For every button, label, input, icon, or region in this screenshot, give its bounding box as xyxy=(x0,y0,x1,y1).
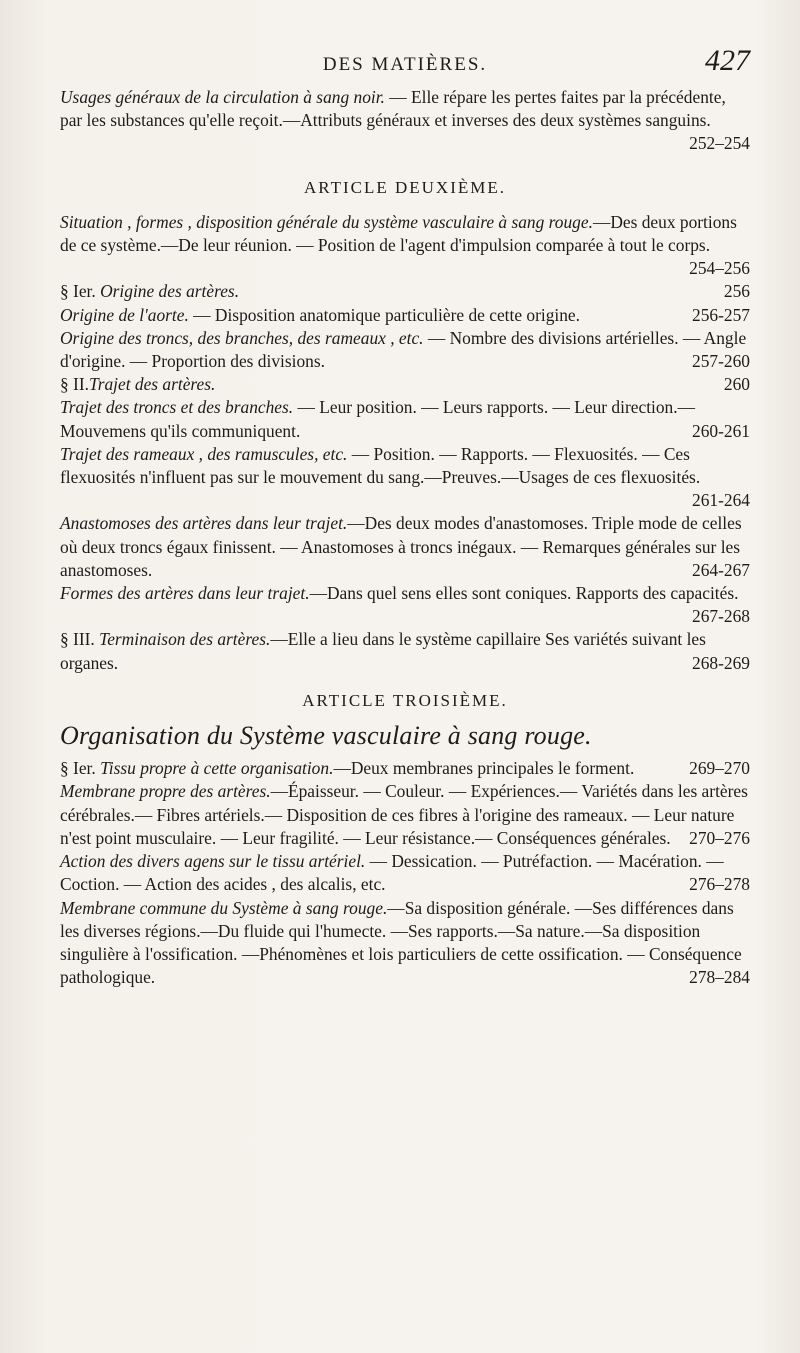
article-heading: ARTICLE TROISIÈME. xyxy=(302,690,508,710)
page-range: 252–254 xyxy=(689,133,750,154)
entry-title: Action des divers agens sur le tissu artériel. xyxy=(60,851,366,872)
article-heading: ARTICLE DEUXIÈME. xyxy=(303,177,506,197)
toc-section-entry xyxy=(60,373,750,396)
toc-section-entry xyxy=(60,757,750,780)
page-range: 260-261 xyxy=(692,420,750,441)
toc-entry xyxy=(60,396,750,442)
toc-entry xyxy=(60,86,750,156)
entry-title: Trajet des troncs et des branches. xyxy=(60,397,294,418)
toc-entry xyxy=(60,211,750,281)
entry-text: — Nombre des divisions artérielles. — Angle d'origine. — Proportion des divisions. xyxy=(60,327,747,372)
entry-text: — Disposition anatomique particulière de cette origine. xyxy=(188,304,580,325)
entry-text: — Position. — Rapports. — Flexuosités. — Ces flexuosités n'influent pas sur le mouvement du sang.—Preuves.—Usages de ces flexuosités. xyxy=(60,443,701,488)
page-range: 268-269 xyxy=(692,652,750,673)
entry-title: Terminaison des artères. xyxy=(99,629,271,650)
entry-text: — Leur position. — Leurs rapports. — Leur direction.—Mouvemens qu'ils communiquent. xyxy=(60,397,695,441)
page-number: 427 xyxy=(705,44,750,77)
entry-title: Membrane commune du Système à sang rouge. xyxy=(60,897,388,918)
toc-entry xyxy=(60,327,750,373)
entry-title: Origine des artères. xyxy=(100,281,240,302)
entry-text: — Dessication. — Putréfaction. — Macération. — Coction. — Action des acides , des alcalis, etc. xyxy=(60,851,724,895)
entry-text: —Épaisseur. — Couleur. — Expériences.— Variétés dans les artères cérébrales.— Fibres artériels.— Disposition de ces fibres à l'origine des rameaux. — Leur nature n'est point musculaire. — Leur fragilité. — Leur résistance.— Conséquences générales. xyxy=(60,781,748,848)
entry-text: —Deux membranes principales le forment. xyxy=(333,758,635,779)
toc-section-entry xyxy=(60,280,750,303)
running-title: DES MATIÈRES. xyxy=(322,54,488,75)
entry-title: Situation , formes , disposition générale du système vasculaire à sang rouge. xyxy=(60,211,593,232)
page-range: 267-268 xyxy=(692,606,750,627)
entry-title: Origine des troncs, des branches, des rameaux , etc. xyxy=(60,327,424,348)
page-range: 269–270 xyxy=(689,758,750,779)
section-number: § Ier. xyxy=(60,281,96,302)
entry-title: Trajet des artères. xyxy=(88,374,216,395)
page-range: 278–284 xyxy=(689,967,750,988)
toc-entry xyxy=(60,304,750,327)
section-heading: Organisation du Système vasculaire à sang rouge. xyxy=(60,721,592,751)
entry-title: Origine de l'aorte. xyxy=(60,304,189,325)
entry-text: —Sa disposition générale. —Ses différences dans les diverses régions.—Du fluide qui l'humecte. —Ses rapports.—Sa nature.—Sa disposition singulière à l'ossification. —Phénomènes et lois particuliers de cette ossification. — Conséquence pathologique. xyxy=(60,897,742,988)
page-range: 256 xyxy=(723,281,750,302)
page-range: 261-264 xyxy=(692,490,750,511)
entry-title: Membrane propre des artères. xyxy=(60,781,271,802)
page-range: 264-267 xyxy=(692,559,750,580)
entry-title: Anastomoses des artères dans leur trajet. xyxy=(60,513,348,534)
section-number: § Ier. xyxy=(60,758,96,779)
toc-entry xyxy=(60,582,750,628)
page-range: 254–256 xyxy=(689,258,750,279)
section-number: § II. xyxy=(60,374,89,395)
toc-entry xyxy=(60,780,750,850)
toc-entry xyxy=(60,512,750,582)
entry-title: Trajet des rameaux , des ramuscules, etc. xyxy=(60,443,348,464)
page-range: 256-257 xyxy=(692,304,750,325)
section-number: § III. xyxy=(60,629,95,650)
entry-title: Formes des artères dans leur trajet. xyxy=(60,583,310,604)
page-range: 257-260 xyxy=(692,351,750,372)
entry-text: —Elle a lieu dans le système capillaire Ses variétés suivant les organes. xyxy=(60,629,706,673)
page-range: 260 xyxy=(723,374,750,395)
entry-title: Usages généraux de la circulation à sang noir. xyxy=(60,87,385,107)
entry-text: — Elle répare les pertes faites par la précédente, par les substances qu'elle reçoit.—Attributs généraux et inverses des deux systèmes sanguins. xyxy=(60,87,726,131)
entry-text: —Des deux portions de ce système.—De leur réunion. — Position de l'agent d'impulsion comparée à tout le corps. xyxy=(60,211,737,256)
entry-text: —Des deux modes d'anastomoses. Triple mode de celles où deux troncs égaux finissent. — Anastomoses à troncs inégaux. — Remarques générales sur les anastomoses. xyxy=(60,513,742,580)
page-range: 276–278 xyxy=(689,874,750,895)
toc-entry xyxy=(60,443,750,513)
table-of-contents xyxy=(60,86,750,989)
toc-section-entry xyxy=(60,628,750,674)
entry-title: Tissu propre à cette organisation. xyxy=(100,758,334,779)
toc-entry xyxy=(60,850,750,896)
toc-entry xyxy=(60,897,750,990)
entry-text: —Dans quel sens elles sont coniques. Rapports des capacités. xyxy=(309,583,739,604)
page-range: 270–276 xyxy=(689,827,750,848)
